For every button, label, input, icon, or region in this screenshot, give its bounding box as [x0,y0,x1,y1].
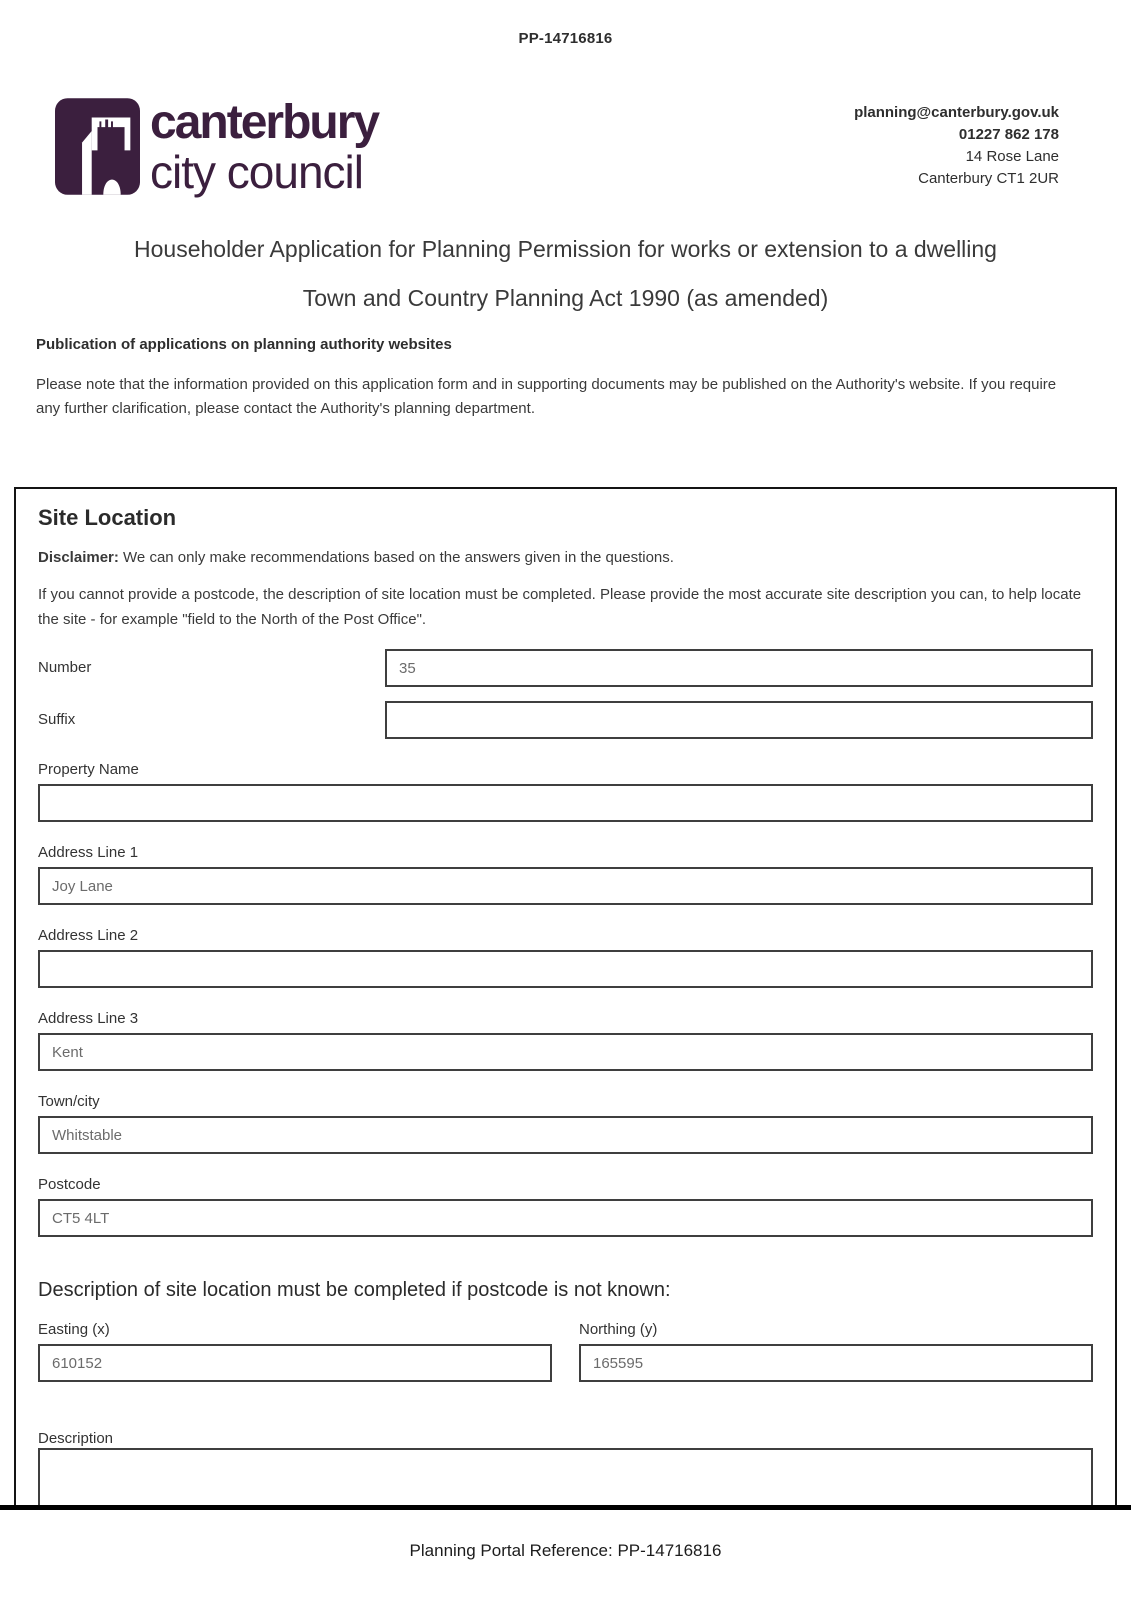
cathedral-icon [55,98,140,195]
town-city-input[interactable] [38,1116,1093,1154]
field-row-address-line-3 [38,1010,1093,1071]
postcode-input[interactable] [38,1199,1093,1237]
page-reference: PP-14716816 [518,30,613,47]
field-row-suffix [38,701,1093,739]
coordinates-row [38,1321,1093,1382]
site-location-intro: If you cannot provide a postcode, the description of site location must be completed. Please provide the most accurate site description you can, to help locate the site - for example "field to the North of the Post Office". [38,586,1082,628]
disclaimer-label: Disclaimer: [38,549,119,566]
field-row-description [38,1430,1093,1505]
number-input[interactable] [385,649,1093,687]
portal-reference-footer: Planning Portal Reference: PP-14716816 [409,1541,722,1560]
contact-phone: 01227 862 178 [958,126,1059,143]
suffix-input[interactable] [385,701,1093,739]
description-required-heading: Description of site location must be completed if postcode is not known: [38,1279,671,1301]
town-city-label: Town/city [38,1093,100,1110]
site-location-section [14,487,1117,1505]
contact-email: planning@canterbury.gov.uk [854,104,1059,121]
field-northing [579,1321,1093,1382]
field-row-address-line-2 [38,927,1093,988]
description-textarea[interactable] [38,1448,1093,1505]
property-name-input[interactable] [38,784,1093,822]
address-line-2-input[interactable] [38,950,1093,988]
address-line-3-input[interactable] [38,1033,1093,1071]
logo-wordmark [150,95,379,198]
field-row-address-line-1 [38,844,1093,905]
field-row-property-name [38,761,1093,822]
suffix-label: Suffix [38,711,76,728]
field-row-postcode [38,1176,1093,1237]
address-line-1-input[interactable] [38,867,1093,905]
easting-label: Easting (x) [38,1321,110,1338]
address-line-1-label: Address Line 1 [38,844,139,861]
northing-input[interactable] [579,1344,1093,1382]
field-row-number [38,649,1093,687]
publication-body: Please note that the information provided on this application form and in supporting documents may be published on the Authority's website. If you require any further clarification, please contact the Authority's planning department. [36,376,1057,417]
contact-address-line-1: 14 Rose Lane [965,148,1059,165]
publication-heading: Publication of applications on planning authority websites [36,336,452,353]
page-header [55,95,1059,198]
address-line-2-label: Address Line 2 [38,927,139,944]
description-label: Description [38,1430,114,1447]
form-subtitle: Town and Country Planning Act 1990 (as amended) [302,285,829,311]
site-location-heading: Site Location [38,505,177,530]
logo-line-1: canterbury [150,95,379,149]
contact-address-line-2: Canterbury CT1 2UR [918,170,1059,187]
disclaimer-text: We can only make recommendations based on the answers given in the questions. [123,549,674,566]
number-label: Number [38,659,92,676]
address-line-3-label: Address Line 3 [38,1010,139,1027]
form-title: Householder Application for Planning Permission for works or extension to a dwelling [134,236,997,262]
property-name-label: Property Name [38,761,139,778]
canterbury-logo [55,95,379,198]
page-break-line [0,1505,1131,1510]
field-row-town-city [38,1093,1093,1154]
northing-label: Northing (y) [579,1321,658,1338]
logo-line-2: city council [150,145,363,198]
easting-input[interactable] [38,1344,552,1382]
site-location-disclaimer [38,547,1093,568]
field-easting [38,1321,552,1382]
postcode-label: Postcode [38,1176,101,1193]
contact-block [854,98,1059,195]
